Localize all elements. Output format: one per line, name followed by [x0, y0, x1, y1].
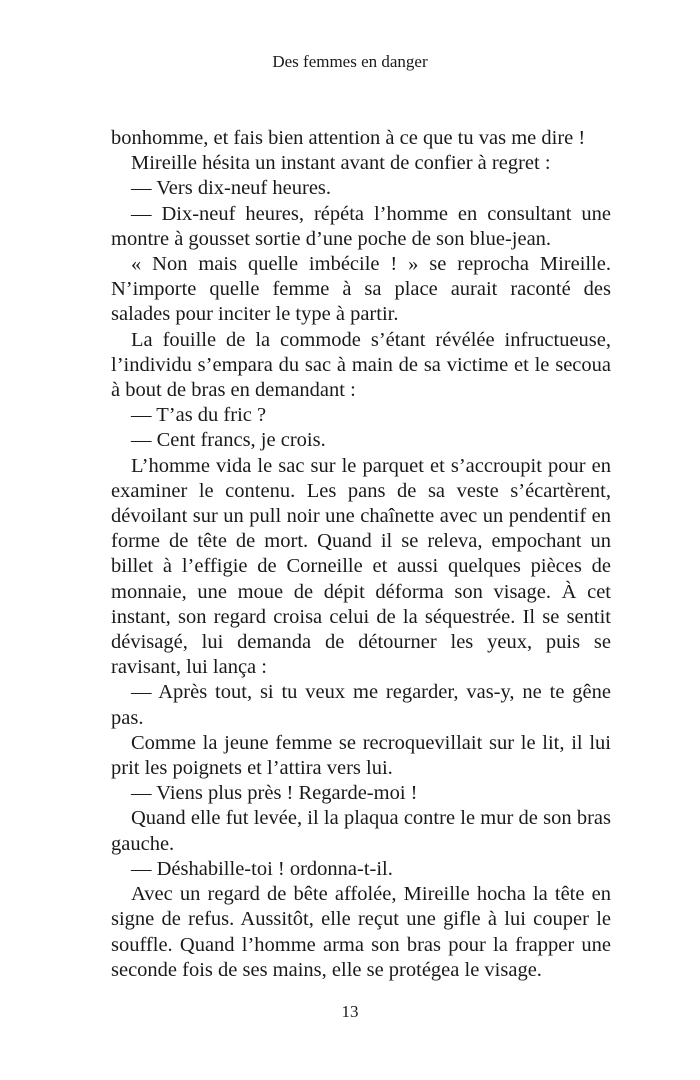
dialogue-line: — Dix-neuf heures, répéta l’homme en consultant une montre à gousset sortie d’une poche de son blue-jean. — [111, 202, 611, 250]
paragraph: Quand elle fut levée, il la plaqua contre le mur de son bras gauche. — [111, 807, 611, 855]
paragraph: Avec un regard de bête affolée, Mireille hocha la tête en signe de refus. Aussitôt, elle reçut une gifle à lui couper le souffle. Quand l’homme arma son bras pour la frapper une seconde fois de ses mains, elle se protégea le visage. — [111, 883, 611, 981]
running-head-title: Des femmes en danger — [272, 52, 428, 71]
dialogue-line: — Vers dix-neuf heures. — [131, 177, 332, 200]
paragraph: L’homme vida le sac sur le parquet et s’accroupit pour en examiner le contenu. Les pans de sa veste s’écartèrent, dévoilant sur un pull noir une chaînette avec un pendentif en forme de tête de mort. Quand il se releva, empochant un billet à l’effigie de Corneille et aussi quelques pièces de monnaie, une moue de dépit déforma son visage. À cet instant, son regard croisa celui de la séquestrée. Il se sentit dévisagé, lui demanda de détourner les yeux, puis se ravisant, lui lança : — [111, 454, 611, 679]
dialogue-line: — Déshabille-toi ! ordonna-t-il. — [131, 857, 393, 880]
paragraph: Comme la jeune femme se recroquevillait sur le lit, il lui prit les poignets et l’attira vers lui. — [111, 731, 611, 780]
dialogue-line: — Viens plus près ! Regarde-moi ! — [131, 782, 418, 805]
dialogue-line: — Après tout, si tu veux me regarder, vas-y, ne te gêne pas. — [111, 681, 611, 729]
paragraph: Mireille hésita un instant avant de confier à regret : — [131, 152, 551, 175]
paragraph: La fouille de la commode s’étant révélée infructueuse, l’individu s’empara du sac à main de sa victime et le secoua à bout de bras en demandant : — [111, 328, 611, 402]
dialogue-line: — Cent francs, je crois. — [131, 429, 326, 452]
paragraph: « Non mais quelle imbécile ! » se reprocha Mireille. N’importe quelle femme à sa place aurait raconté des salades pour inciter le type à partir. — [111, 253, 611, 326]
paragraph-continued: bonhomme, et fais bien attention à ce que tu vas me dire ! — [111, 127, 586, 149]
body-text — [111, 126, 611, 983]
dialogue-line: — T’as du fric ? — [131, 404, 267, 427]
page-number: 13 — [341, 1002, 359, 1021]
